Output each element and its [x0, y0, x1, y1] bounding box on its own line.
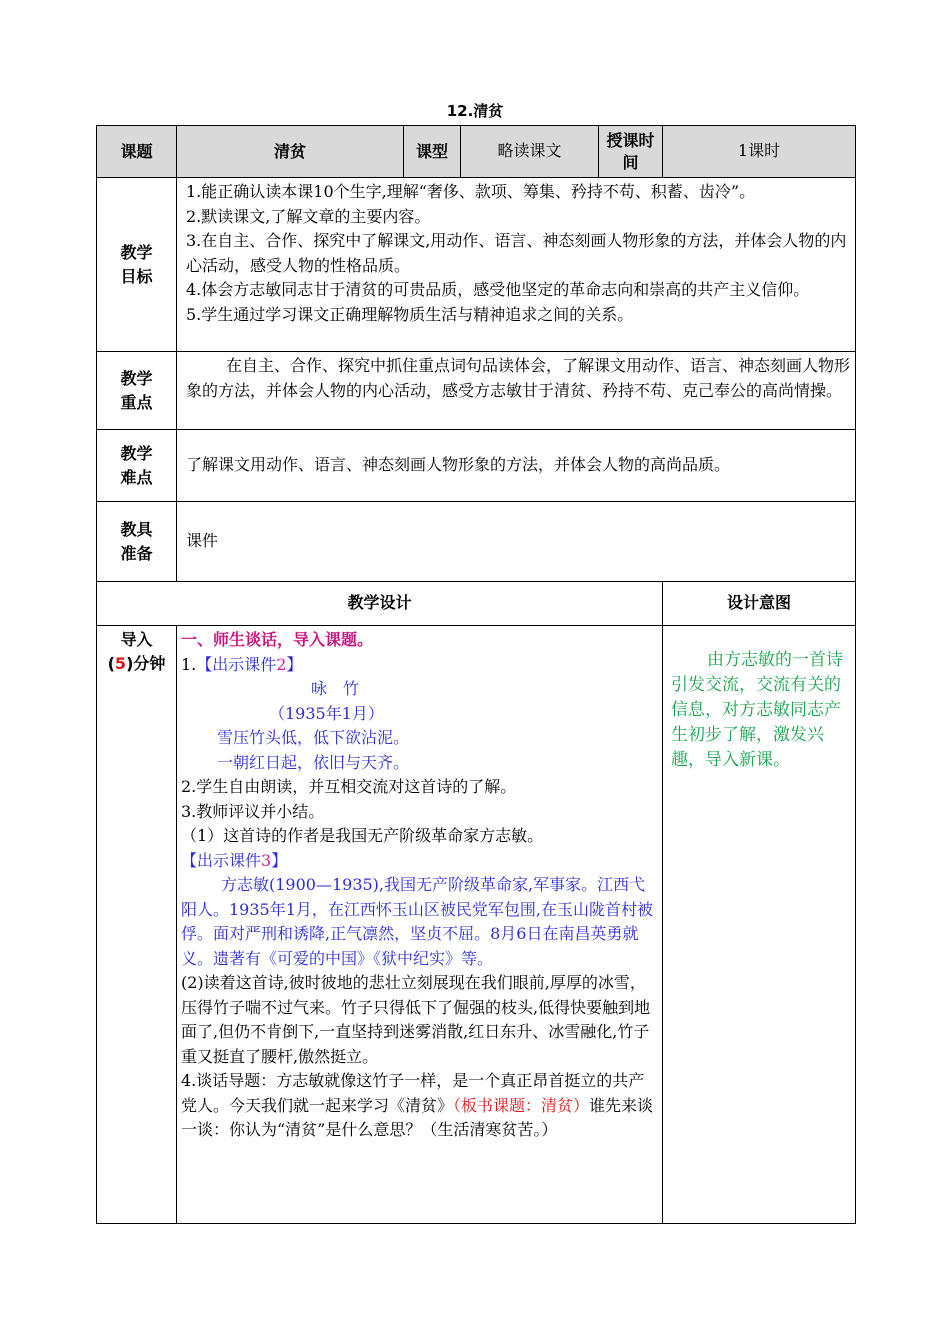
objective-item: 3.在自主、合作、探究中了解课文,用动作、语言、神态刻画人物形象的方法，并体会人物的内心活动，感受人物的性格品质。 — [186, 231, 847, 275]
step-4: 4.谈话导题：方志敏就像这竹子一样，是一个真正昂首挺立的共产党人。今天我们就一起来学习《清贫》（板书课题：清贫）谁先来谈一谈：你认为“清贫”是什么意思？（生活清寒贫苦。） — [181, 1071, 654, 1139]
objective-item: 1.能正确认读本课10个生字,理解“奢侈、款项、筹集、矜持不苟、积蓄、齿冷”。 — [186, 182, 756, 201]
header-time-value: 1课时 — [663, 126, 856, 178]
board-note: （板书课题：清贫） — [453, 1095, 590, 1115]
poem-line: 雪压竹头低，低下欲沾泥。 — [217, 728, 410, 747]
difficulties-row — [97, 430, 856, 502]
intro-content: 一、师生谈话，导入课题。 1.【出示课件2】 咏 竹 （1935年1月） 雪压竹头低，低下欲沾泥。 一朝红日起，依旧与天齐。 2.学生自由朗读，并互相交流对这首诗的了解。 3.教师评议并小结。 （1）这首诗的作者是我国无产阶级革命家方志敏。 【出示课件3】 方志敏(1900—1935),我国无产阶级革命家,军事家。江西弋阳人。1935年1月，在江西怀玉山区被民党军包围,在玉山陇首村被俘。面对严刑和诱降,正气凛然，坚贞不屈。8月6日在南昌英勇就义。遗著有《可爱的中国》《狱中纪实》等。 (2)读着这首诗,彼时彼地的悲壮立刻展现在我们眼前,厚厚的冰雪，压得竹子喘不过气来。竹子只得低下了倔强的枝头,低得快要触到地面了,但仍不肯倒下,一直坚持到迷雾消散,红日东升、冰雪融化,竹子重又挺直了腰杆,傲然挺立。 4.谈话导题：方志敏就像这竹子一样，是一个真正昂首挺立的共产党人。今天我们就一起来学习《清贫》（板书课题：清贫）谁先来谈一谈：你认为“清贫”是什么意思？（生活清寒贫苦。） — [177, 626, 663, 1224]
page-title: 12.清贫 — [446, 102, 504, 120]
key-points-label: 教学重点 — [97, 352, 177, 430]
design-heading: 教学设计 — [97, 582, 663, 626]
objective-item: 4.体会方志敏同志甘于清贫的可贵品质，感受他坚定的革命志向和崇高的共产主义信仰。 — [186, 280, 810, 299]
difficulties-content: 了解课文用动作、语言、神态刻画人物形象的方法，并体会人物的高尚品质。 — [177, 430, 856, 502]
step-3-1: （1）这首诗的作者是我国无产阶级革命家方志敏。 — [181, 826, 544, 845]
header-time-label: 授课时间 — [599, 126, 663, 178]
tools-label: 教具准备 — [97, 502, 177, 582]
difficulties-label: 教学难点 — [97, 430, 177, 502]
step-3-2: (2)读着这首诗,彼时彼地的悲壮立刻展现在我们眼前,厚厚的冰雪，压得竹子喘不过气来。竹子只得低下了倔强的枝头,低得快要触到地面了,但仍不肯倒下,一直坚持到迷雾消散,红日东升、冰雪融化,竹子重又挺直了腰杆,傲然挺立。 — [181, 973, 651, 1066]
design-intent: 由方志敏的一首诗引发交流，交流有关的信息，对方志敏同志产生初步了解，激发兴趣，导入新课。 — [671, 650, 843, 770]
objective-item: 5.学生通过学习课文正确理解物质生活与精神追求之间的关系。 — [186, 304, 634, 324]
poem-date: （1935年1月） — [269, 703, 384, 723]
objective-item: 2.默读课文,了解文章的主要内容。 — [186, 206, 431, 226]
key-points-content: 在自主、合作、探究中抓住重点词句品读体会，了解课文用动作、语言、神态刻画人物形象的方法，并体会人物的内心活动，感受方志敏甘于清贫、矜持不苟、克己奉公的高尚情操。 — [177, 352, 856, 430]
objectives-label: 教学目标 — [97, 178, 177, 352]
design-header-row — [97, 582, 856, 626]
step-2: 2.学生自由朗读，并互相交流对这首诗的了解。 — [181, 777, 517, 796]
courseware-tag: 【出示课件3】 — [181, 850, 288, 870]
objectives-content — [177, 178, 856, 352]
poem-title: 咏 竹 — [311, 679, 360, 698]
section-title: 一、师生谈话，导入课题。 — [181, 630, 374, 649]
lesson-plan-table — [96, 125, 856, 1224]
tools-content: 课件 — [177, 502, 856, 582]
objectives-row — [97, 178, 856, 352]
poem-line: 一朝红日起，依旧与天齐。 — [217, 752, 410, 772]
header-type-label: 课型 — [404, 126, 461, 178]
intro-row — [97, 626, 856, 1224]
intro-label: 导入 (5)分钟 — [97, 626, 177, 1224]
step-3: 3.教师评议并小结。 — [181, 801, 325, 821]
intent-heading: 设计意图 — [663, 582, 856, 626]
author-bio: 方志敏(1900—1935),我国无产阶级革命家,军事家。江西弋阳人。1935年1月，在江西怀玉山区被民党军包围,在玉山陇首村被俘。面对严刑和诱降,正气凛然，坚贞不屈。8月6日在南昌英勇就义。遗著有《可爱的中国》《狱中纪实》等。 — [181, 875, 653, 968]
tools-row — [97, 502, 856, 582]
header-topic-label: 课题 — [97, 126, 177, 178]
courseware-tag: 【出示课件2】 — [196, 654, 303, 674]
intent-content — [663, 626, 856, 1224]
header-type-value: 略读课文 — [461, 126, 599, 178]
key-points-row — [97, 352, 856, 430]
header-topic-value: 清贫 — [177, 126, 404, 178]
header-row — [97, 126, 856, 178]
